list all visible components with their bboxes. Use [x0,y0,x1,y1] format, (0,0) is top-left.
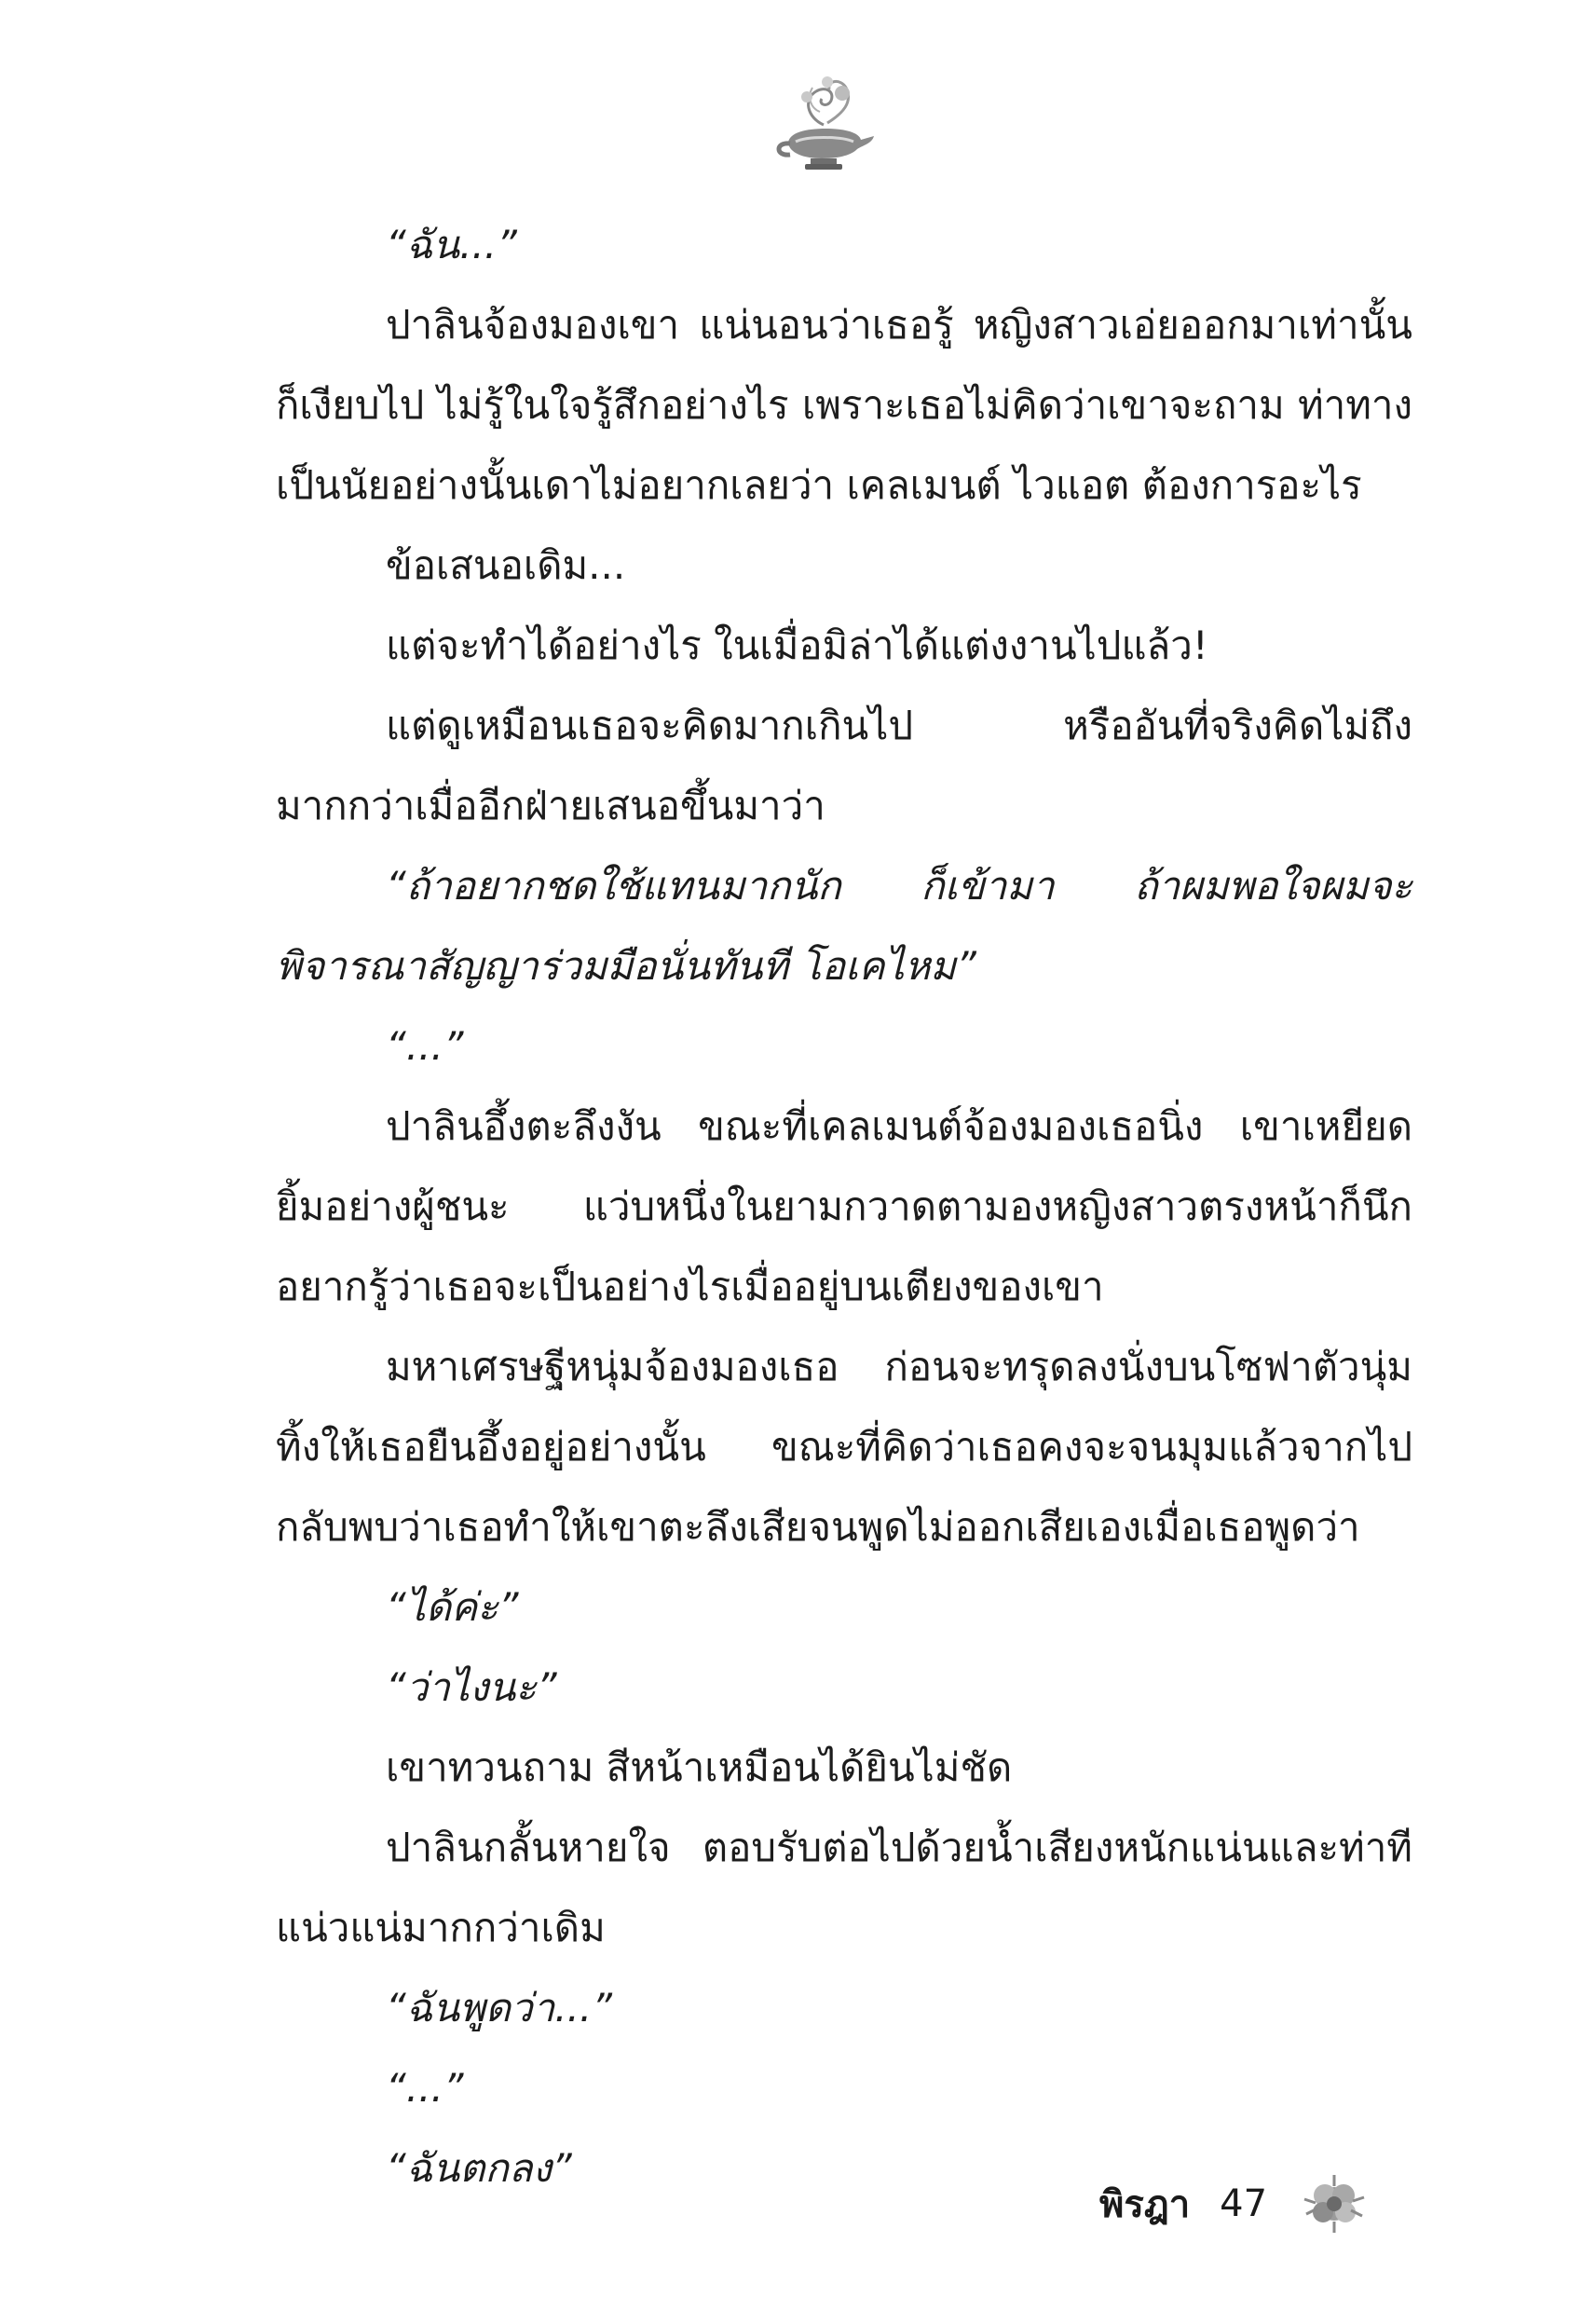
lamp-ornament-icon [770,71,881,173]
dialogue-line: “ได้ค่ะ” [386,1584,519,1630]
flower-ornament-icon [1297,2171,1371,2236]
dialogue-line: “ว่าไงนะ” [386,1664,557,1710]
page-footer [1099,2171,1371,2236]
narrative-paragraph: แต่จะทำได้อย่างไร ในเมื่อมิล่าได้แต่งงานไปแล้ว! [386,622,1208,668]
narrative-paragraph: เขาทวนถาม สีหน้าเหมือนได้ยินไม่ชัด [386,1744,1013,1790]
dialogue-line: “ฉันพูดว่า...” [386,1985,613,2031]
dialogue-line: “ฉันตกลง” [386,2145,572,2191]
dialogue-line: “ฉัน...” [386,222,517,267]
dialogue-line: “...” [386,1023,464,1069]
narrative-paragraph: ปาลินอึ้งตะลึงงัน ขณะที่เคลเมนต์จ้องมองเธอนิ่ง เขาเหยียดยิ้มอย่างผู้ชนะ แว่บหนึ่งในยามกวาดตามองหญิงสาวตรงหน้าก็นึกอยากรู้ว่าเธอจะเป็นอย่างไรเมื่ออยู่บนเตียงของเขา [276,1103,1412,1309]
narrative-paragraph: แต่ดูเหมือนเธอจะคิดมากเกินไป หรืออันที่จริงคิดไม่ถึงมากกว่าเมื่ออีกฝ่ายเสนอขึ้นมาว่า [276,703,1412,828]
dialogue-line: “...” [386,2065,464,2111]
page-number: 47 [1220,2182,1268,2225]
story-text [276,205,1412,2208]
book-title: พิรฎา [1099,2183,1191,2226]
narrative-paragraph: มหาเศรษฐีหนุ่มจ้องมองเธอ ก่อนจะทรุดลงนั่งบนโซฟาตัวนุ่ม ทิ้งให้เธอยืนอึ้งอยู่อย่างนั้น ขณะที่คิดว่าเธอคงจะจนมุมแล้วจากไป กลับพบว่าเธอทำให้เขาตะลึงเสียจนพูดไม่ออกเสียเองเมื่อเธอพูดว่า [276,1344,1412,1550]
narrative-paragraph: ข้อเสนอเดิม... [386,542,626,588]
dialogue-line: “ถ้าอยากชดใช้แทนมากนัก ก็เข้ามา ถ้าผมพอใจผมจะพิจารณาสัญญาร่วมมือนั่นทันที โอเคไหม” [276,863,1412,989]
narrative-paragraph: ปาลินกลั้นหายใจ ตอบรับต่อไปด้วยน้ำเสียงหนักแน่นและท่าทีแน่วแน่มากกว่าเดิม [276,1825,1412,1950]
narrative-paragraph: ปาลินจ้องมองเขา แน่นอนว่าเธอรู้ หญิงสาวเอ่ยออกมาเท่านั้นก็เงียบไป ไม่รู้ในใจรู้สึกอย่างไร เพราะเธอไม่คิดว่าเขาจะถาม ท่าทางเป็นนัยอย่างนั้นเดาไม่อยากเลยว่า เคลเมนต์ ไวแอต ต้องการอะไร [276,302,1412,508]
